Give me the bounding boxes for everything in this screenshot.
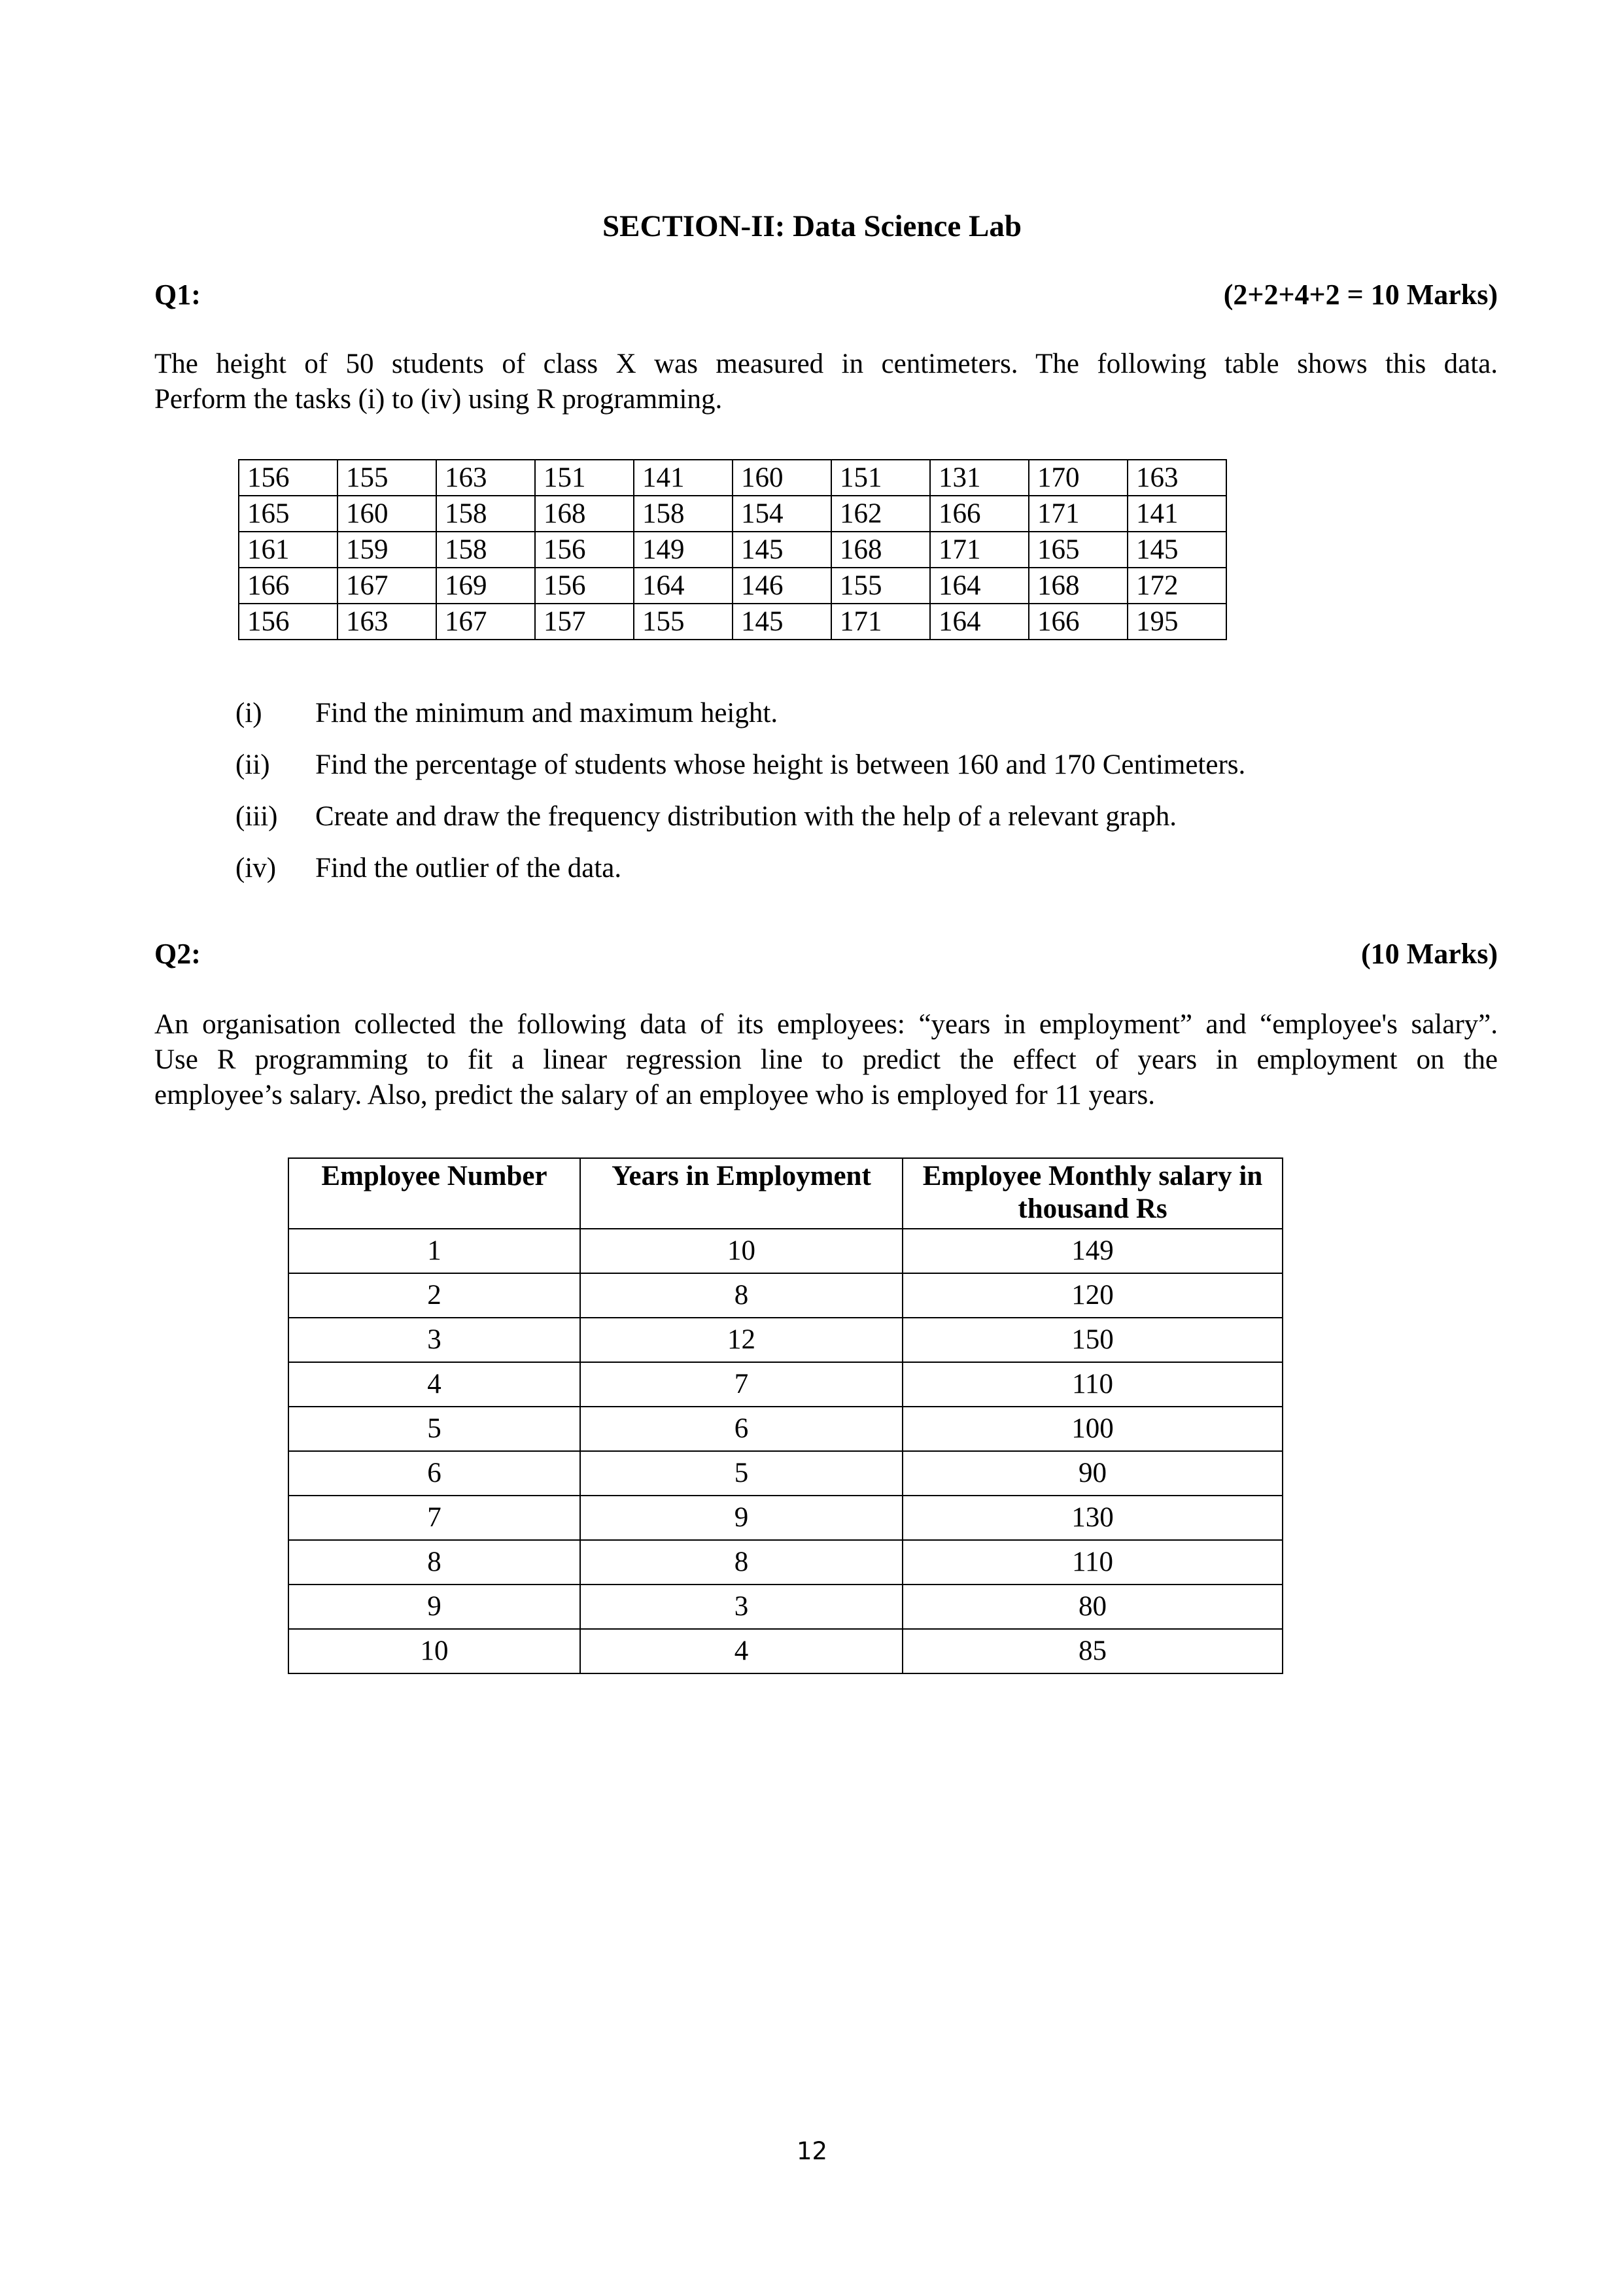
table-cell: 110 xyxy=(903,1362,1283,1407)
table-cell: 156 xyxy=(239,460,337,496)
table-cell: 7 xyxy=(288,1496,580,1540)
table-cell: 164 xyxy=(930,568,1029,604)
table-cell: 5 xyxy=(580,1451,903,1496)
height-table xyxy=(238,459,1227,640)
table-cell: 3 xyxy=(580,1585,903,1629)
table-cell: 160 xyxy=(337,496,436,532)
q1-intro-line: Perform the tasks (i) to (iv) using R programming. xyxy=(154,384,723,415)
table-cell: 168 xyxy=(535,496,634,532)
table-cell: 100 xyxy=(903,1407,1283,1451)
table-cell: 163 xyxy=(1128,460,1226,496)
table-cell: 164 xyxy=(930,604,1029,640)
task-item xyxy=(235,747,1245,783)
task-number: (iii) xyxy=(235,801,278,832)
table-row xyxy=(239,496,1226,532)
table-cell: 171 xyxy=(831,604,930,640)
table-cell: 195 xyxy=(1128,604,1226,640)
table-cell: 6 xyxy=(580,1407,903,1451)
table-cell: 110 xyxy=(903,1540,1283,1585)
table-cell: 168 xyxy=(1029,568,1128,604)
table-header-row xyxy=(288,1158,1283,1229)
table-cell: 161 xyxy=(239,532,337,568)
table-cell: 154 xyxy=(733,496,831,532)
table-cell: 131 xyxy=(930,460,1029,496)
table-cell: 3 xyxy=(288,1318,580,1362)
table-cell: 165 xyxy=(1029,532,1128,568)
q2-intro-line: Use R programming to fit a linear regression line to predict the effect of years in employment on the xyxy=(154,1044,1498,1075)
table-cell: 90 xyxy=(903,1451,1283,1496)
table-row xyxy=(288,1229,1283,1273)
q1-label: Q1: xyxy=(154,279,201,311)
table-row xyxy=(239,604,1226,640)
table-cell: 1 xyxy=(288,1229,580,1273)
table-cell: 6 xyxy=(288,1451,580,1496)
task-text: Create and draw the frequency distribution with the help of a relevant graph. xyxy=(315,801,1177,832)
q1-intro xyxy=(154,347,1498,417)
table-cell: 166 xyxy=(239,568,337,604)
table-cell: 120 xyxy=(903,1273,1283,1318)
table-cell: 9 xyxy=(288,1585,580,1629)
task-text: Find the outlier of the data. xyxy=(315,853,622,883)
q2-label: Q2: xyxy=(154,938,201,970)
table-cell: 8 xyxy=(580,1273,903,1318)
table-cell: 156 xyxy=(239,604,337,640)
table-cell: 85 xyxy=(903,1629,1283,1673)
q1-marks: (2+2+4+2 = 10 Marks) xyxy=(1223,279,1498,311)
table-cell: 141 xyxy=(1128,496,1226,532)
column-header: Employee Number xyxy=(288,1158,580,1229)
table-row xyxy=(239,532,1226,568)
table-cell: 167 xyxy=(436,604,535,640)
task-item xyxy=(235,696,778,731)
table-cell: 149 xyxy=(903,1229,1283,1273)
table-cell: 163 xyxy=(436,460,535,496)
table-row xyxy=(239,568,1226,604)
task-text: Find the percentage of students whose height is between 160 and 170 Centimeters. xyxy=(315,749,1246,780)
table-row xyxy=(288,1540,1283,1585)
table-cell: 146 xyxy=(733,568,831,604)
q2-marks: (10 Marks) xyxy=(1361,938,1498,970)
table-cell: 158 xyxy=(634,496,733,532)
employee-table xyxy=(288,1157,1283,1674)
table-row xyxy=(288,1451,1283,1496)
table-cell: 8 xyxy=(580,1540,903,1585)
table-cell: 2 xyxy=(288,1273,580,1318)
table-row xyxy=(288,1629,1283,1673)
table-cell: 141 xyxy=(634,460,733,496)
table-cell: 159 xyxy=(337,532,436,568)
table-row xyxy=(288,1318,1283,1362)
task-item xyxy=(235,851,621,886)
task-number: (ii) xyxy=(235,749,270,780)
table-cell: 80 xyxy=(903,1585,1283,1629)
table-cell: 158 xyxy=(436,532,535,568)
table-cell: 158 xyxy=(436,496,535,532)
table-row xyxy=(288,1407,1283,1451)
table-cell: 164 xyxy=(634,568,733,604)
table-row xyxy=(288,1585,1283,1629)
table-cell: 162 xyxy=(831,496,930,532)
table-cell: 145 xyxy=(733,604,831,640)
table-cell: 12 xyxy=(580,1318,903,1362)
table-cell: 157 xyxy=(535,604,634,640)
table-cell: 168 xyxy=(831,532,930,568)
table-cell: 165 xyxy=(239,496,337,532)
table-cell: 130 xyxy=(903,1496,1283,1540)
column-header: Employee Monthly salary in thousand Rs xyxy=(903,1158,1283,1229)
table-cell: 166 xyxy=(1029,604,1128,640)
table-cell: 171 xyxy=(930,532,1029,568)
q2-intro-line: employee’s salary. Also, predict the salary of an employee who is employed for 11 years. xyxy=(154,1080,1156,1110)
page-number: 12 xyxy=(796,2137,828,2165)
task-number: (iv) xyxy=(235,853,277,883)
table-cell: 4 xyxy=(288,1362,580,1407)
table-cell: 167 xyxy=(337,568,436,604)
q2-intro-line: An organisation collected the following data of its employees: “years in employment” and “employee's salary”. xyxy=(154,1009,1498,1040)
table-cell: 151 xyxy=(831,460,930,496)
task-number: (i) xyxy=(235,698,262,728)
table-cell: 145 xyxy=(1128,532,1226,568)
table-cell: 8 xyxy=(288,1540,580,1585)
table-cell: 149 xyxy=(634,532,733,568)
task-text: Find the minimum and maximum height. xyxy=(315,698,778,728)
column-header: Years in Employment xyxy=(580,1158,903,1229)
table-cell: 172 xyxy=(1128,568,1226,604)
table-cell: 10 xyxy=(288,1629,580,1673)
table-cell: 160 xyxy=(733,460,831,496)
table-cell: 9 xyxy=(580,1496,903,1540)
q2-intro xyxy=(154,1007,1498,1113)
table-row xyxy=(288,1273,1283,1318)
table-cell: 5 xyxy=(288,1407,580,1451)
table-cell: 4 xyxy=(580,1629,903,1673)
table-cell: 155 xyxy=(831,568,930,604)
table-cell: 10 xyxy=(580,1229,903,1273)
table-cell: 151 xyxy=(535,460,634,496)
table-row xyxy=(288,1496,1283,1540)
table-row xyxy=(288,1362,1283,1407)
table-cell: 156 xyxy=(535,532,634,568)
table-cell: 169 xyxy=(436,568,535,604)
table-cell: 170 xyxy=(1029,460,1128,496)
table-cell: 156 xyxy=(535,568,634,604)
task-item xyxy=(235,799,1177,834)
table-cell: 155 xyxy=(634,604,733,640)
table-cell: 163 xyxy=(337,604,436,640)
table-cell: 155 xyxy=(337,460,436,496)
table-cell: 166 xyxy=(930,496,1029,532)
table-cell: 7 xyxy=(580,1362,903,1407)
table-cell: 150 xyxy=(903,1318,1283,1362)
table-row xyxy=(239,460,1226,496)
section-title: SECTION-II: Data Science Lab xyxy=(602,209,1022,243)
table-cell: 145 xyxy=(733,532,831,568)
q1-intro-line: The height of 50 students of class X was measured in centimeters. The following table shows this data. xyxy=(154,349,1498,379)
table-cell: 171 xyxy=(1029,496,1128,532)
